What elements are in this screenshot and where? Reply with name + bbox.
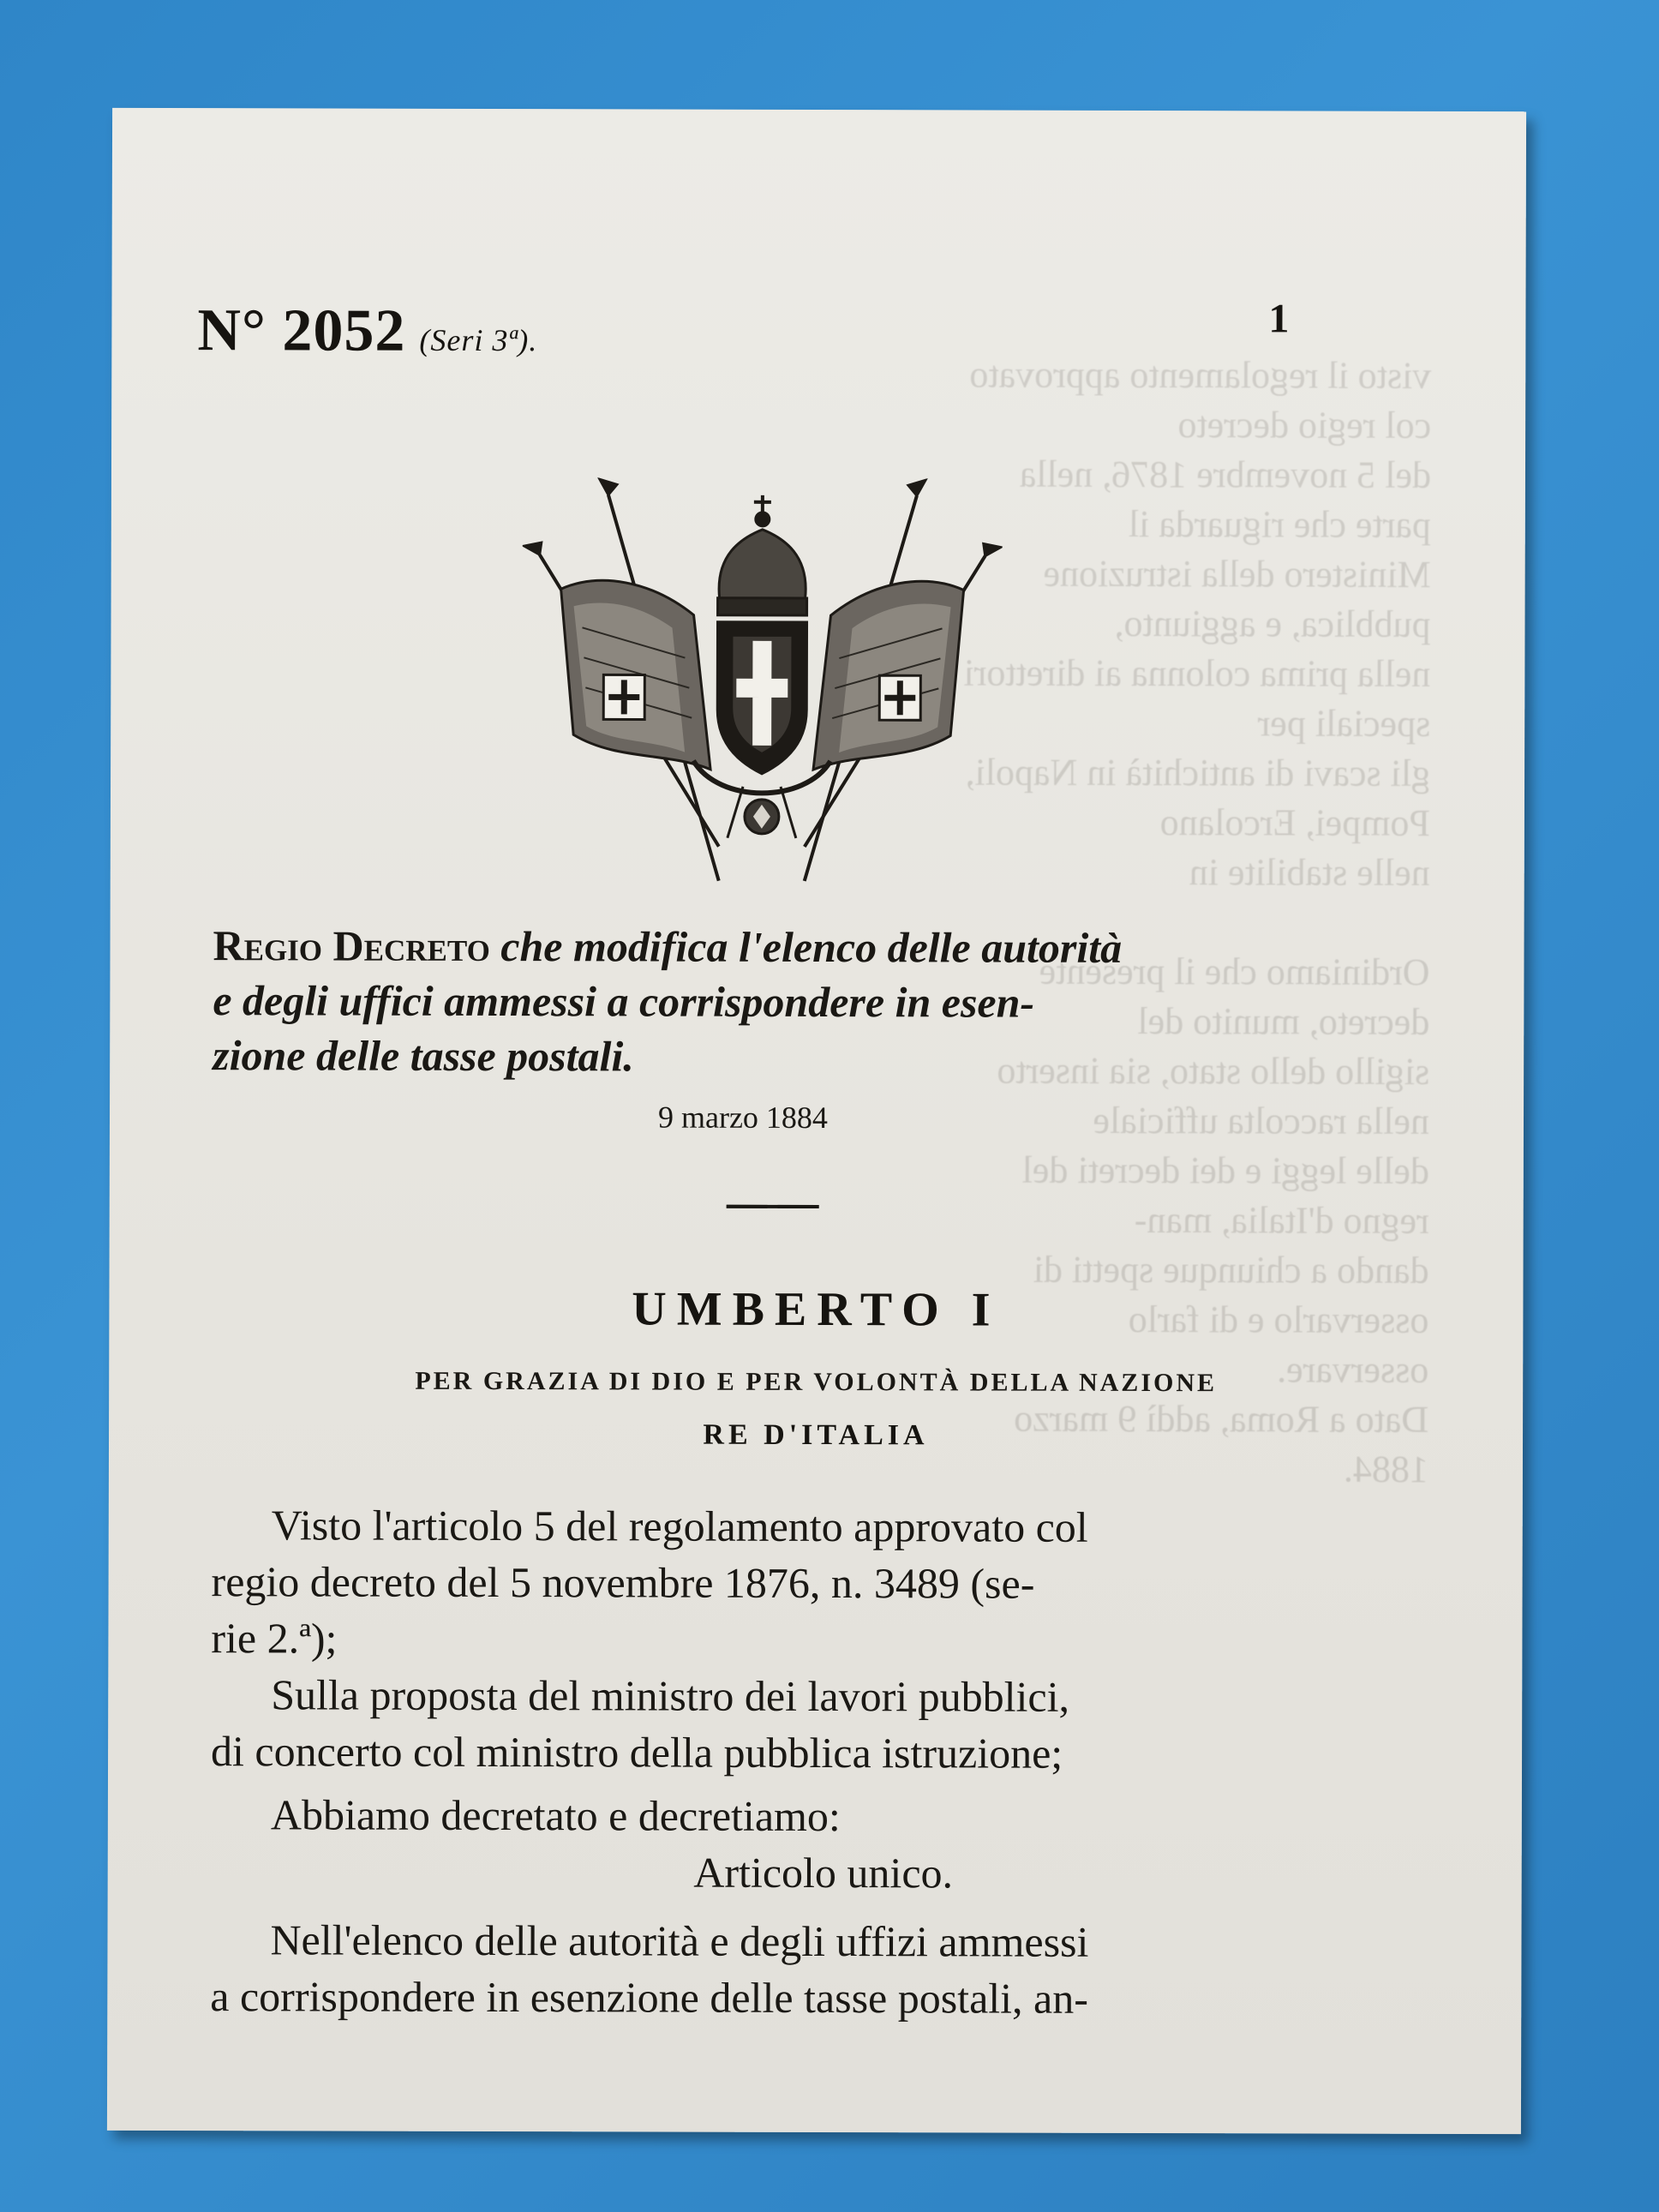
title-line3: zione delle tasse postali.	[213, 1031, 634, 1081]
title-line1: che modifica l'elenco delle autorità	[500, 922, 1123, 972]
decree-number	[197, 297, 537, 366]
body-line: a corrispondere in esenzione delle tasse postali, an-	[210, 1972, 1089, 2023]
savoy-coat-of-arms-icon	[522, 477, 1003, 890]
king-heading: UMBERTO I	[632, 1282, 1001, 1337]
body-line: Abbiamo decretato e decretiamo:	[270, 1790, 841, 1841]
title-line2: e degli uffici ammessi a corrispondere in esen-	[213, 976, 1035, 1027]
body-line: di concerto col ministro della pubblica istruzione;	[210, 1727, 1063, 1777]
series-label: (Seri 3ª).	[419, 322, 538, 358]
body-line: Visto l'articolo 5 del regolamento approvato col	[271, 1501, 1088, 1551]
articolo-heading: Articolo unico.	[693, 1848, 954, 1897]
body-line: regio decreto del 5 novembre 1876, n. 3489 (se-	[211, 1557, 1035, 1608]
re-d-italia: RE D'ITALIA	[703, 1418, 929, 1452]
bleed-through-text: visto il regolamento approvato col regio decreto del 5 novembre 1876, nella parte che riguarda il Ministero della istruzione pubblica, e aggiunto, nella prima colonna ai direttori speciali per gli scavi di antichità in Napoli, Pompei, Ercolano nelle stabilite in Ordiniamo che il presente decreto, munito del sigillo dello stato, sia inserto nella raccolta ufficiale delle leggi e dei decreti del regno d'Italia, man- dando a chiunque spetti di osservarlo e di farlo osservare. Dato a Roma, addì 9 marzo 1884.	[963, 353, 1432, 1490]
body-line: Sulla proposta del ministro dei lavori pubblici,	[271, 1670, 1070, 1721]
body-line: rie 2.ª);	[211, 1614, 338, 1663]
page-number: 1	[1268, 296, 1290, 342]
grazia-line: PER GRAZIA DI DIO E PER VOLONTÀ DELLA NAZIONE	[415, 1366, 1218, 1398]
decree-body	[210, 1496, 1437, 2028]
document-page	[107, 108, 1526, 2134]
section-divider	[727, 1205, 819, 1208]
decree-date: 9 marzo 1884	[657, 1100, 829, 1136]
body-line: Nell'elenco delle autorità e degli uffizi ammessi	[270, 1915, 1089, 1966]
decree-number-value: N° 2052	[197, 297, 406, 364]
decree-title	[213, 918, 1429, 1086]
title-lead: Regio Decreto	[213, 921, 490, 971]
